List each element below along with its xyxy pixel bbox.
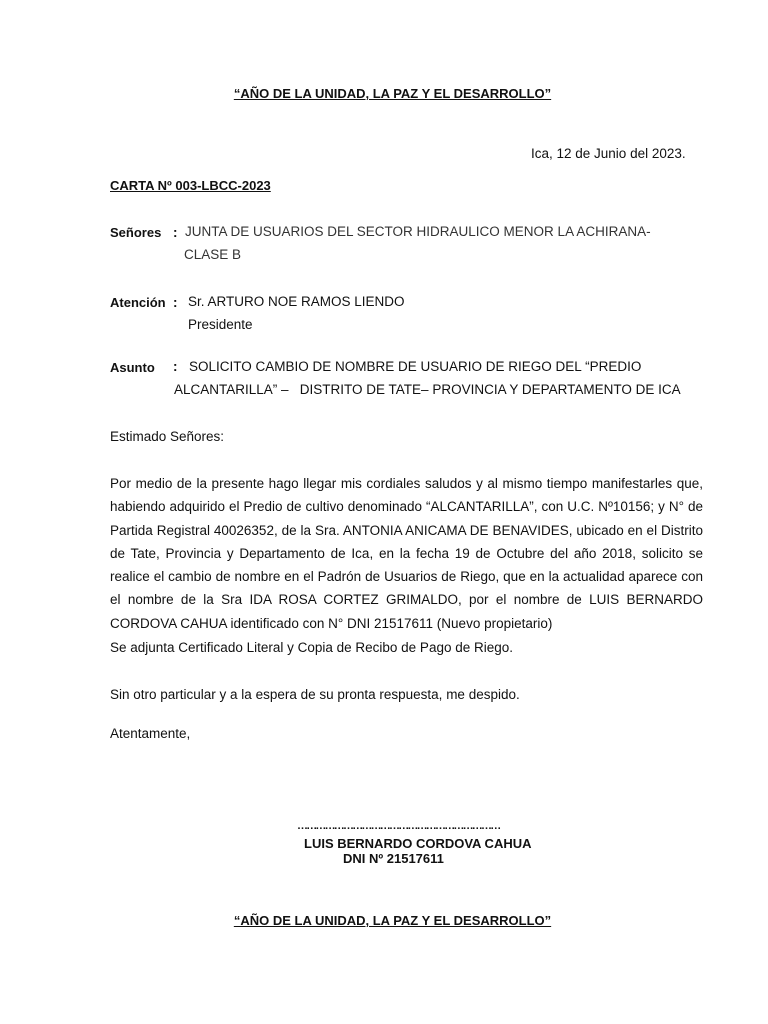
signer-name: LUIS BERNARDO CORDOVA CAHUA: [304, 836, 532, 851]
attachment-line: Se adjunta Certificado Literal y Copia de Recibo de Pago de Riego.: [110, 640, 514, 655]
header-motto: “AÑO DE LA UNIDAD, LA PAZ Y EL DESARROLLO”: [233, 86, 552, 101]
recipient-line2: CLASE B: [184, 247, 242, 262]
greeting: Estimado Señores:: [110, 429, 225, 444]
attention-label: Atención: [110, 295, 166, 310]
letter-number: CARTA Nº 003-LBCC-2023: [110, 178, 271, 193]
subject-colon: :: [173, 359, 178, 374]
subject-line1: SOLICITO CAMBIO DE NOMBRE DE USUARIO DE RIEGO DEL “PREDIO: [189, 359, 642, 374]
footer-motto: “AÑO DE LA UNIDAD, LA PAZ Y EL DESARROLLO”: [233, 913, 552, 928]
recipient-line1: JUNTA DE USUARIOS DEL SECTOR HIDRAULICO MENOR LA ACHIRANA-: [185, 224, 651, 239]
recipient-colon: :: [173, 225, 178, 240]
sign-off: Atentamente,: [110, 726, 191, 741]
attention-name: Sr. ARTURO NOE RAMOS LIENDO: [188, 294, 405, 309]
body-paragraph: Por medio de la presente hago llegar mis cordiales saludos y al mismo tiempo manifestarles que, habiendo adquirido el Predio de cultivo denominado “ALCANTARILLA”, con U.C. Nº10156; y N° de Partida Registral 40026352, de la Sra. ANTONIA ANICAMA DE BENAVIDES, ubicado en el Distrito de Tate, Provincia y Departamento de Ica, en la fecha 19 de Octubre del año 2018, solicito se realice el cambio de nombre en el Padrón de Usuarios de Riego, que en la actualidad aparece con el nombre de la Sra IDA ROSA CORTEZ GRIMALDO, por el nombre de LUIS BERNARDO CORDOVA CAHUA identificado con N° DNI 21517611 (Nuevo propietario): [110, 476, 703, 631]
subject-label: Asunto: [110, 360, 155, 375]
closing-line: Sin otro particular y a la espera de su pronta respuesta, me despido.: [110, 687, 520, 702]
subject-line2: ALCANTARILLA” – DISTRITO DE TATE– PROVINCIA Y DEPARTAMENTO DE ICA: [174, 382, 681, 397]
signature-line: …………………………………………………………: [297, 820, 500, 832]
recipient-label: Señores: [110, 225, 162, 240]
attention-colon: :: [173, 295, 178, 310]
signer-dni: DNI Nº 21517611: [343, 851, 444, 866]
attention-role: Presidente: [188, 317, 253, 332]
place-date: Ica, 12 de Junio del 2023.: [531, 146, 686, 161]
